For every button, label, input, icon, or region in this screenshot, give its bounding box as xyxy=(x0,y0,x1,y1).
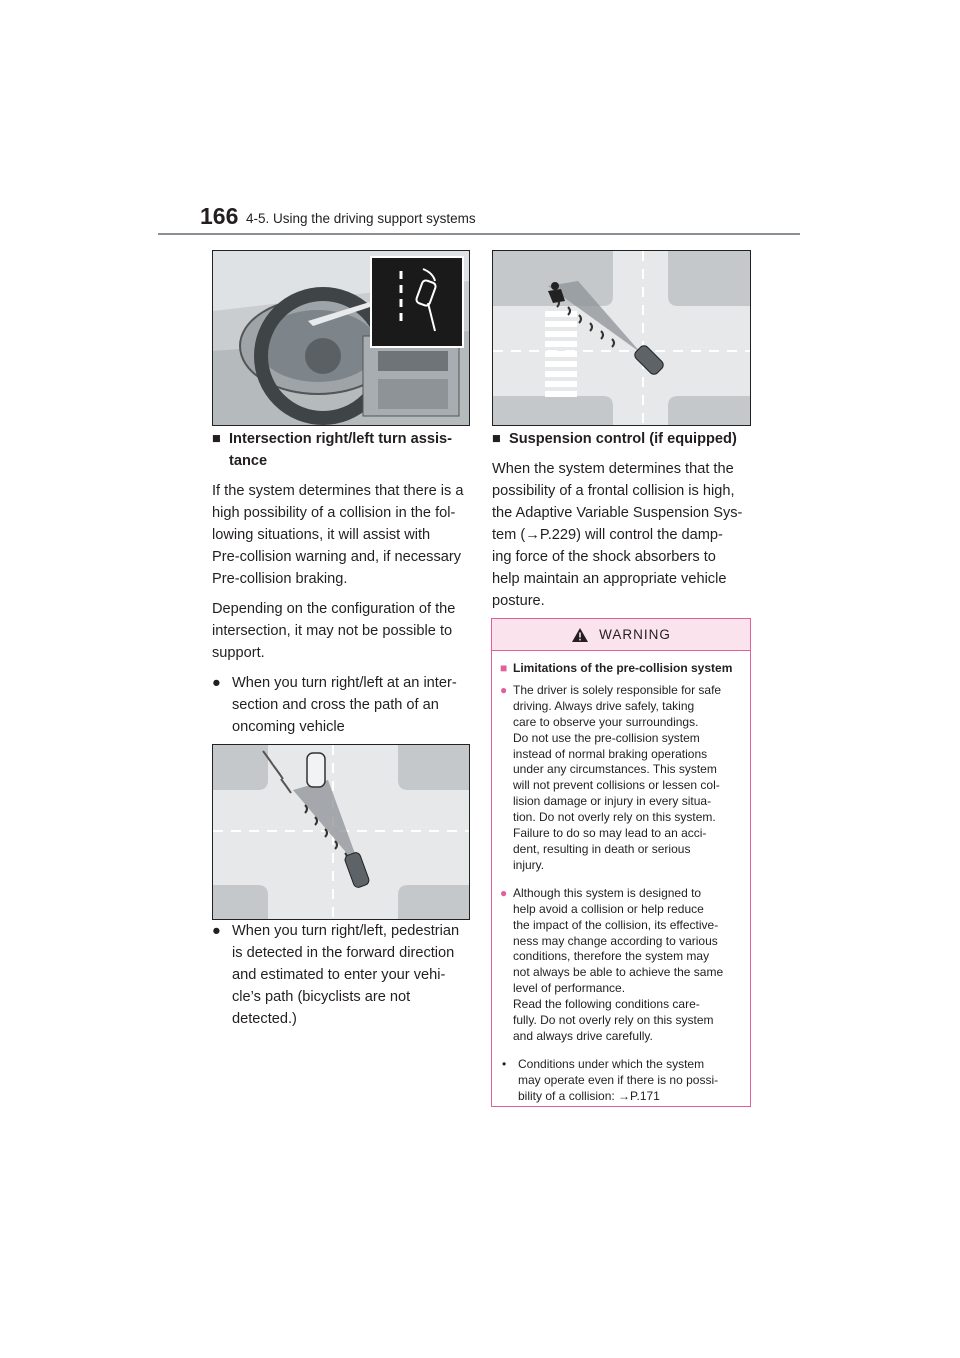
intersection-heading xyxy=(212,428,468,472)
list-item xyxy=(212,920,468,1030)
text-line: is detected in the forward direction xyxy=(232,945,455,961)
text-line: support. xyxy=(212,645,265,661)
text-line: Conditions under which the system xyxy=(518,1056,705,1071)
text-line: conditions, therefore the system may xyxy=(513,949,710,964)
text-line: Pre-collision warning and, if necessary xyxy=(212,549,462,565)
right-column xyxy=(492,428,750,620)
text-line: When you turn right/left at an inter- xyxy=(232,675,457,691)
text-line: When you turn right/left, pedestrian xyxy=(232,923,460,939)
warning-header xyxy=(492,619,750,651)
text-line: dent, resulting in death or serious xyxy=(513,841,691,856)
subheading-text: Limitations of the pre-collision system xyxy=(513,661,733,675)
text-line: Failure to do so may lead to an acci- xyxy=(513,826,707,841)
paragraph xyxy=(492,458,750,612)
text-line: oncoming vehicle xyxy=(232,719,345,735)
text-line: care to observe your surroundings. xyxy=(513,714,699,729)
text-line: lowing situations, it will assist with xyxy=(212,527,431,543)
text-line: not always be able to achieve the same xyxy=(513,965,724,980)
warning-body xyxy=(492,651,750,1105)
text-line: driving. Always drive safely, taking xyxy=(513,698,695,713)
text-line: cle’s path (bicyclists are not xyxy=(232,989,411,1005)
warning-item xyxy=(500,886,742,1045)
round-bullet-icon: ● xyxy=(212,675,221,691)
text-line: Pre-collision braking. xyxy=(212,571,348,587)
text-line: the Adaptive Variable Suspension Sys- xyxy=(492,505,743,521)
text-line: help maintain an appropriate vehicle xyxy=(492,571,727,587)
text-line: ness may change according to various xyxy=(513,933,718,948)
pedestrian-intersection-diagram xyxy=(492,250,751,426)
round-bullet-icon: ● xyxy=(500,682,508,697)
text-line: and estimated to enter your vehi- xyxy=(232,967,446,983)
text-line: ing force of the shock absorbers to xyxy=(492,549,716,565)
text-line: fully. Do not overly rely on this system xyxy=(513,1013,714,1028)
text-line: level of performance. xyxy=(513,981,626,996)
list-item xyxy=(212,672,468,738)
heading-text: Suspension control (if equipped) xyxy=(509,431,737,447)
text-line: detected.) xyxy=(232,1011,297,1027)
warning-triangle-icon xyxy=(571,627,589,643)
text-line: possibility of a frontal collision is high, xyxy=(492,483,735,499)
section-title: 4-5. Using the driving support systems xyxy=(246,211,476,226)
left-column-lower xyxy=(212,920,468,1038)
text-line: high possibility of a collision in the fol- xyxy=(212,505,456,521)
oncoming-vehicle-intersection-diagram xyxy=(212,744,470,920)
round-bullet-icon: ● xyxy=(212,923,221,939)
text-line: instead of normal braking operations xyxy=(513,746,708,761)
text-line: the impact of the collision, its effective- xyxy=(513,917,719,932)
square-bullet-icon: ■ xyxy=(500,661,508,675)
text-line: If the system determines that there is a xyxy=(212,483,464,499)
text-line: Depending on the configuration of the xyxy=(212,601,456,617)
text-line: under any circumstances. This system xyxy=(513,762,717,777)
page-number: 166 xyxy=(200,203,239,229)
suspension-heading xyxy=(492,428,750,450)
warning-box xyxy=(491,618,751,1107)
square-bullet-icon: ■ xyxy=(492,431,501,447)
text-line: help avoid a collision or help reduce xyxy=(513,901,704,916)
text-line: The driver is solely responsible for safe xyxy=(513,682,722,697)
text-line: Although this system is designed to xyxy=(513,885,702,900)
heading-line: tance xyxy=(229,453,268,469)
paragraph xyxy=(212,598,468,664)
warning-item xyxy=(500,683,742,874)
text-line: tem (→P.229) will control the damp- xyxy=(492,527,723,543)
paragraph xyxy=(212,480,468,590)
page-reference[interactable]: bility of a collision: →P.171 xyxy=(518,1088,660,1103)
text-line: tion. Do not overly rely on this system. xyxy=(513,810,716,825)
warning-subitem xyxy=(500,1057,742,1105)
text-line: may operate even if there is no possi- xyxy=(518,1072,719,1087)
header-rule xyxy=(158,233,800,235)
text-line: section and cross the path of an xyxy=(232,697,439,713)
text-line: When the system determines that the xyxy=(492,461,734,477)
warning-subheading xyxy=(500,661,742,677)
heading-line: Intersection right/left turn assis- xyxy=(229,431,452,447)
warning-title: WARNING xyxy=(599,627,671,642)
small-bullet-icon: • xyxy=(502,1056,507,1071)
dashboard-illustration xyxy=(212,250,470,426)
text-line: intersection, it may not be possible to xyxy=(212,623,453,639)
text-line: Do not use the pre-collision system xyxy=(513,730,700,745)
text-line: and always drive carefully. xyxy=(513,1028,653,1043)
text-line: lision damage or injury in every situa- xyxy=(513,794,712,809)
text-line: injury. xyxy=(513,857,545,872)
left-column xyxy=(212,428,468,746)
square-bullet-icon: ■ xyxy=(212,431,221,447)
text-line: Read the following conditions care- xyxy=(513,997,700,1012)
text-line: will not prevent collisions or lessen col- xyxy=(513,778,720,793)
round-bullet-icon: ● xyxy=(500,885,508,900)
text-line: posture. xyxy=(492,593,545,609)
